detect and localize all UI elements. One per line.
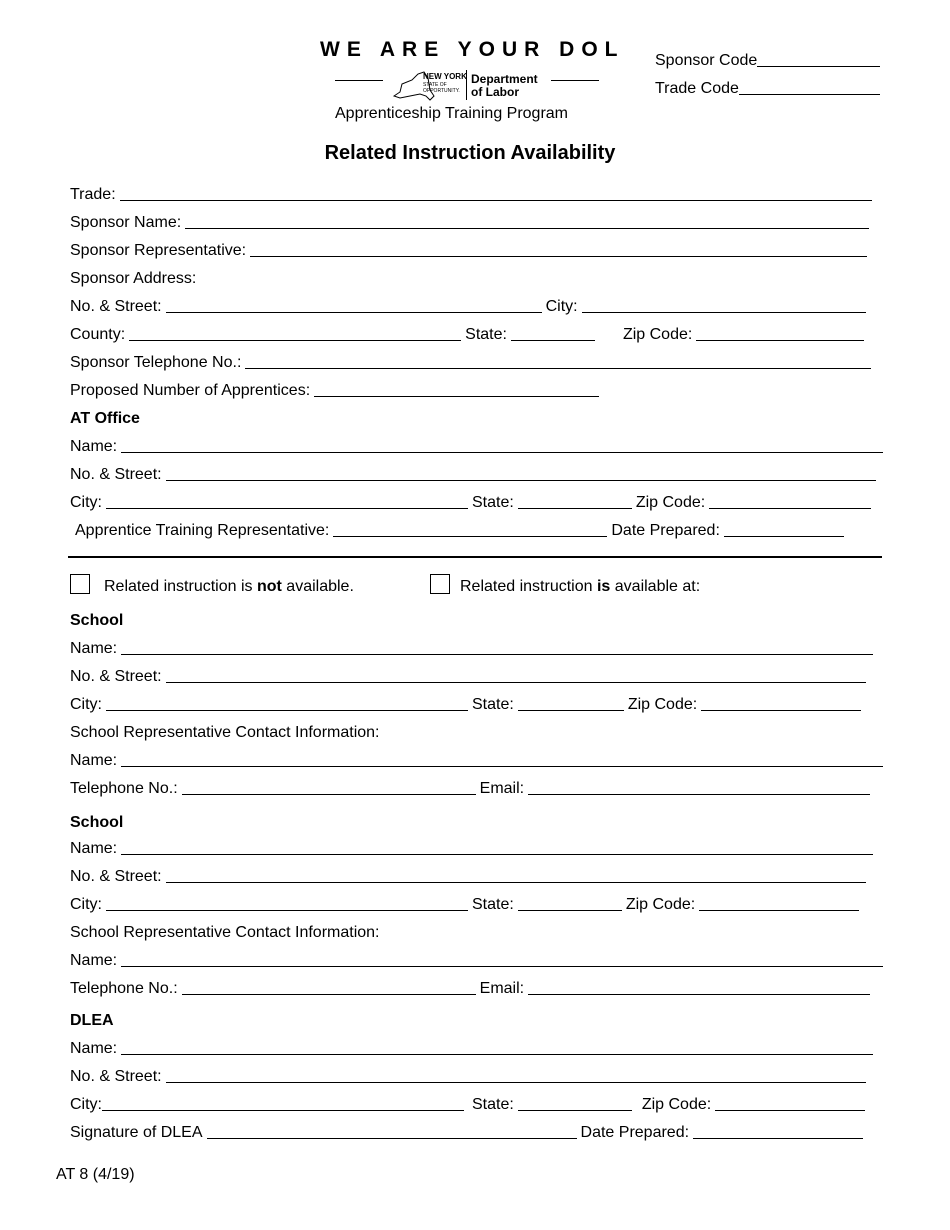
school2-zip-label: Zip Code: [625, 896, 696, 913]
sponsor-name-label: Sponsor Name: [70, 214, 182, 231]
school1-heading: School [70, 612, 124, 629]
sponsor-code-field[interactable] [757, 50, 880, 67]
school1-email-label: Email: [479, 780, 525, 797]
school1-city-field[interactable] [106, 694, 468, 711]
school1-telephone-field[interactable] [182, 778, 476, 795]
at-office-state-label: State: [472, 494, 514, 511]
logo-state-line3: OPPORTUNITY. [423, 88, 460, 94]
school1-contact-name-label: Name: [70, 752, 118, 769]
school1-name-field[interactable] [121, 638, 873, 655]
trade-code-label: Trade Code [655, 80, 739, 97]
school2-state-field[interactable] [518, 894, 622, 911]
sponsor-name-field[interactable] [185, 212, 869, 229]
school1-state-label: State: [472, 696, 514, 713]
dlea-zip-label: Zip Code: [641, 1096, 712, 1113]
school2-name-label: Name: [70, 840, 118, 857]
at-office-heading: AT Office [70, 410, 140, 427]
school2-street-field[interactable] [166, 866, 866, 883]
sponsor-rep-field[interactable] [250, 240, 867, 257]
school2-street-label: No. & Street: [70, 868, 162, 885]
not-available-text-post: available. [286, 578, 354, 595]
dlea-zip-field[interactable] [715, 1094, 865, 1111]
at-office-zip-label: Zip Code: [635, 494, 706, 511]
school1-city-label: City: [70, 696, 102, 713]
sponsor-zip-label: Zip Code: [622, 326, 693, 343]
at-office-name-field[interactable] [121, 436, 883, 453]
school2-heading: School [70, 814, 124, 831]
section-divider [68, 556, 882, 558]
apprentices-label: Proposed Number of Apprentices: [70, 382, 311, 399]
is-available-checkbox[interactable] [430, 574, 450, 594]
sponsor-address-label: Sponsor Address: [70, 270, 197, 287]
sponsor-zip-field[interactable] [696, 324, 864, 341]
at-office-name-label: Name: [70, 438, 118, 455]
sponsor-county-field[interactable] [129, 324, 461, 341]
dlea-heading: DLEA [70, 1012, 114, 1029]
not-available-checkbox[interactable] [70, 574, 90, 594]
dlea-street-label: No. & Street: [70, 1068, 162, 1085]
is-available-text-bold: is [596, 578, 611, 595]
school2-telephone-label: Telephone No.: [70, 980, 178, 997]
sponsor-city-field[interactable] [582, 296, 866, 313]
school1-contact-name-field[interactable] [121, 750, 883, 767]
trade-code-field[interactable] [739, 78, 880, 95]
at-office-city-field[interactable] [106, 492, 468, 509]
school2-contact-name-field[interactable] [121, 950, 883, 967]
at-office-street-field[interactable] [166, 464, 876, 481]
school1-telephone-label: Telephone No.: [70, 780, 178, 797]
trade-label: Trade: [70, 186, 116, 203]
apprentices-field[interactable] [314, 380, 599, 397]
school2-city-field[interactable] [106, 894, 468, 911]
dlea-street-field[interactable] [166, 1066, 866, 1083]
at-date-label: Date Prepared: [611, 522, 720, 539]
school2-contact-name-label: Name: [70, 952, 118, 969]
dlea-signature-field[interactable] [207, 1122, 577, 1139]
sponsor-state-field[interactable] [511, 324, 595, 341]
sponsor-telephone-label: Sponsor Telephone No.: [70, 354, 242, 371]
school1-street-label: No. & Street: [70, 668, 162, 685]
school2-contact-label: School Representative Contact Information: [70, 924, 380, 941]
program-name: Apprenticeship Training Program [335, 105, 569, 122]
sponsor-telephone-field[interactable] [245, 352, 871, 369]
school2-zip-field[interactable] [699, 894, 859, 911]
dlea-name-label: Name: [70, 1040, 118, 1057]
page-title: Related Instruction Availability [324, 142, 616, 164]
at-office-street-label: No. & Street: [70, 466, 162, 483]
dlea-state-label: State: [472, 1096, 514, 1113]
school1-contact-label: School Representative Contact Information: [70, 724, 380, 741]
sponsor-code-label: Sponsor Code [655, 52, 758, 69]
not-available-text-pre: Related instruction is [104, 578, 253, 595]
dlea-date-label: Date Prepared: [580, 1124, 690, 1141]
sponsor-state-label: State: [465, 326, 507, 343]
nys-dol-logo [335, 70, 600, 102]
logo-dept-line1: Department [471, 72, 538, 86]
at-office-city-label: City: [70, 494, 102, 511]
sponsor-county-label: County: [70, 326, 126, 343]
sponsor-city-label: City: [545, 298, 578, 315]
school2-email-label: Email: [479, 980, 525, 997]
dlea-date-field[interactable] [693, 1122, 863, 1139]
form-id: AT 8 (4/19) [56, 1166, 135, 1183]
dlea-signature-label: Signature of DLEA [70, 1124, 203, 1141]
school1-state-field[interactable] [518, 694, 624, 711]
at-office-state-field[interactable] [518, 492, 632, 509]
school2-city-label: City: [70, 896, 102, 913]
at-office-zip-field[interactable] [709, 492, 871, 509]
school2-telephone-field[interactable] [182, 978, 476, 995]
dlea-city-label: City: [70, 1096, 102, 1113]
is-available-text-pre: Related instruction [460, 578, 593, 595]
logo-state-line2: STATE OF [423, 82, 447, 88]
at-date-field[interactable] [724, 520, 844, 537]
school1-street-field[interactable] [166, 666, 866, 683]
school2-name-field[interactable] [121, 838, 873, 855]
logo-state-line1: NEW YORK [423, 72, 467, 81]
sponsor-street-label: No. & Street: [70, 298, 162, 315]
dol-tagline: WE ARE YOUR DOL [320, 38, 625, 61]
logo-dept-line2: of Labor [471, 85, 519, 99]
at-rep-label: Apprentice Training Representative: [75, 522, 330, 539]
dlea-name-field[interactable] [121, 1038, 873, 1055]
trade-field[interactable] [120, 184, 872, 201]
school2-state-label: State: [472, 896, 514, 913]
school1-zip-label: Zip Code: [627, 696, 698, 713]
school1-email-field[interactable] [528, 778, 870, 795]
at-rep-field[interactable] [333, 520, 607, 537]
sponsor-rep-label: Sponsor Representative: [70, 242, 247, 259]
school2-email-field[interactable] [528, 978, 870, 995]
dlea-state-field[interactable] [518, 1094, 632, 1111]
school1-zip-field[interactable] [701, 694, 861, 711]
sponsor-street-field[interactable] [166, 296, 542, 313]
school1-name-label: Name: [70, 640, 118, 657]
not-available-text-bold: not [256, 578, 282, 595]
is-available-text-post: available at: [614, 578, 701, 595]
dlea-city-field[interactable] [102, 1094, 464, 1111]
